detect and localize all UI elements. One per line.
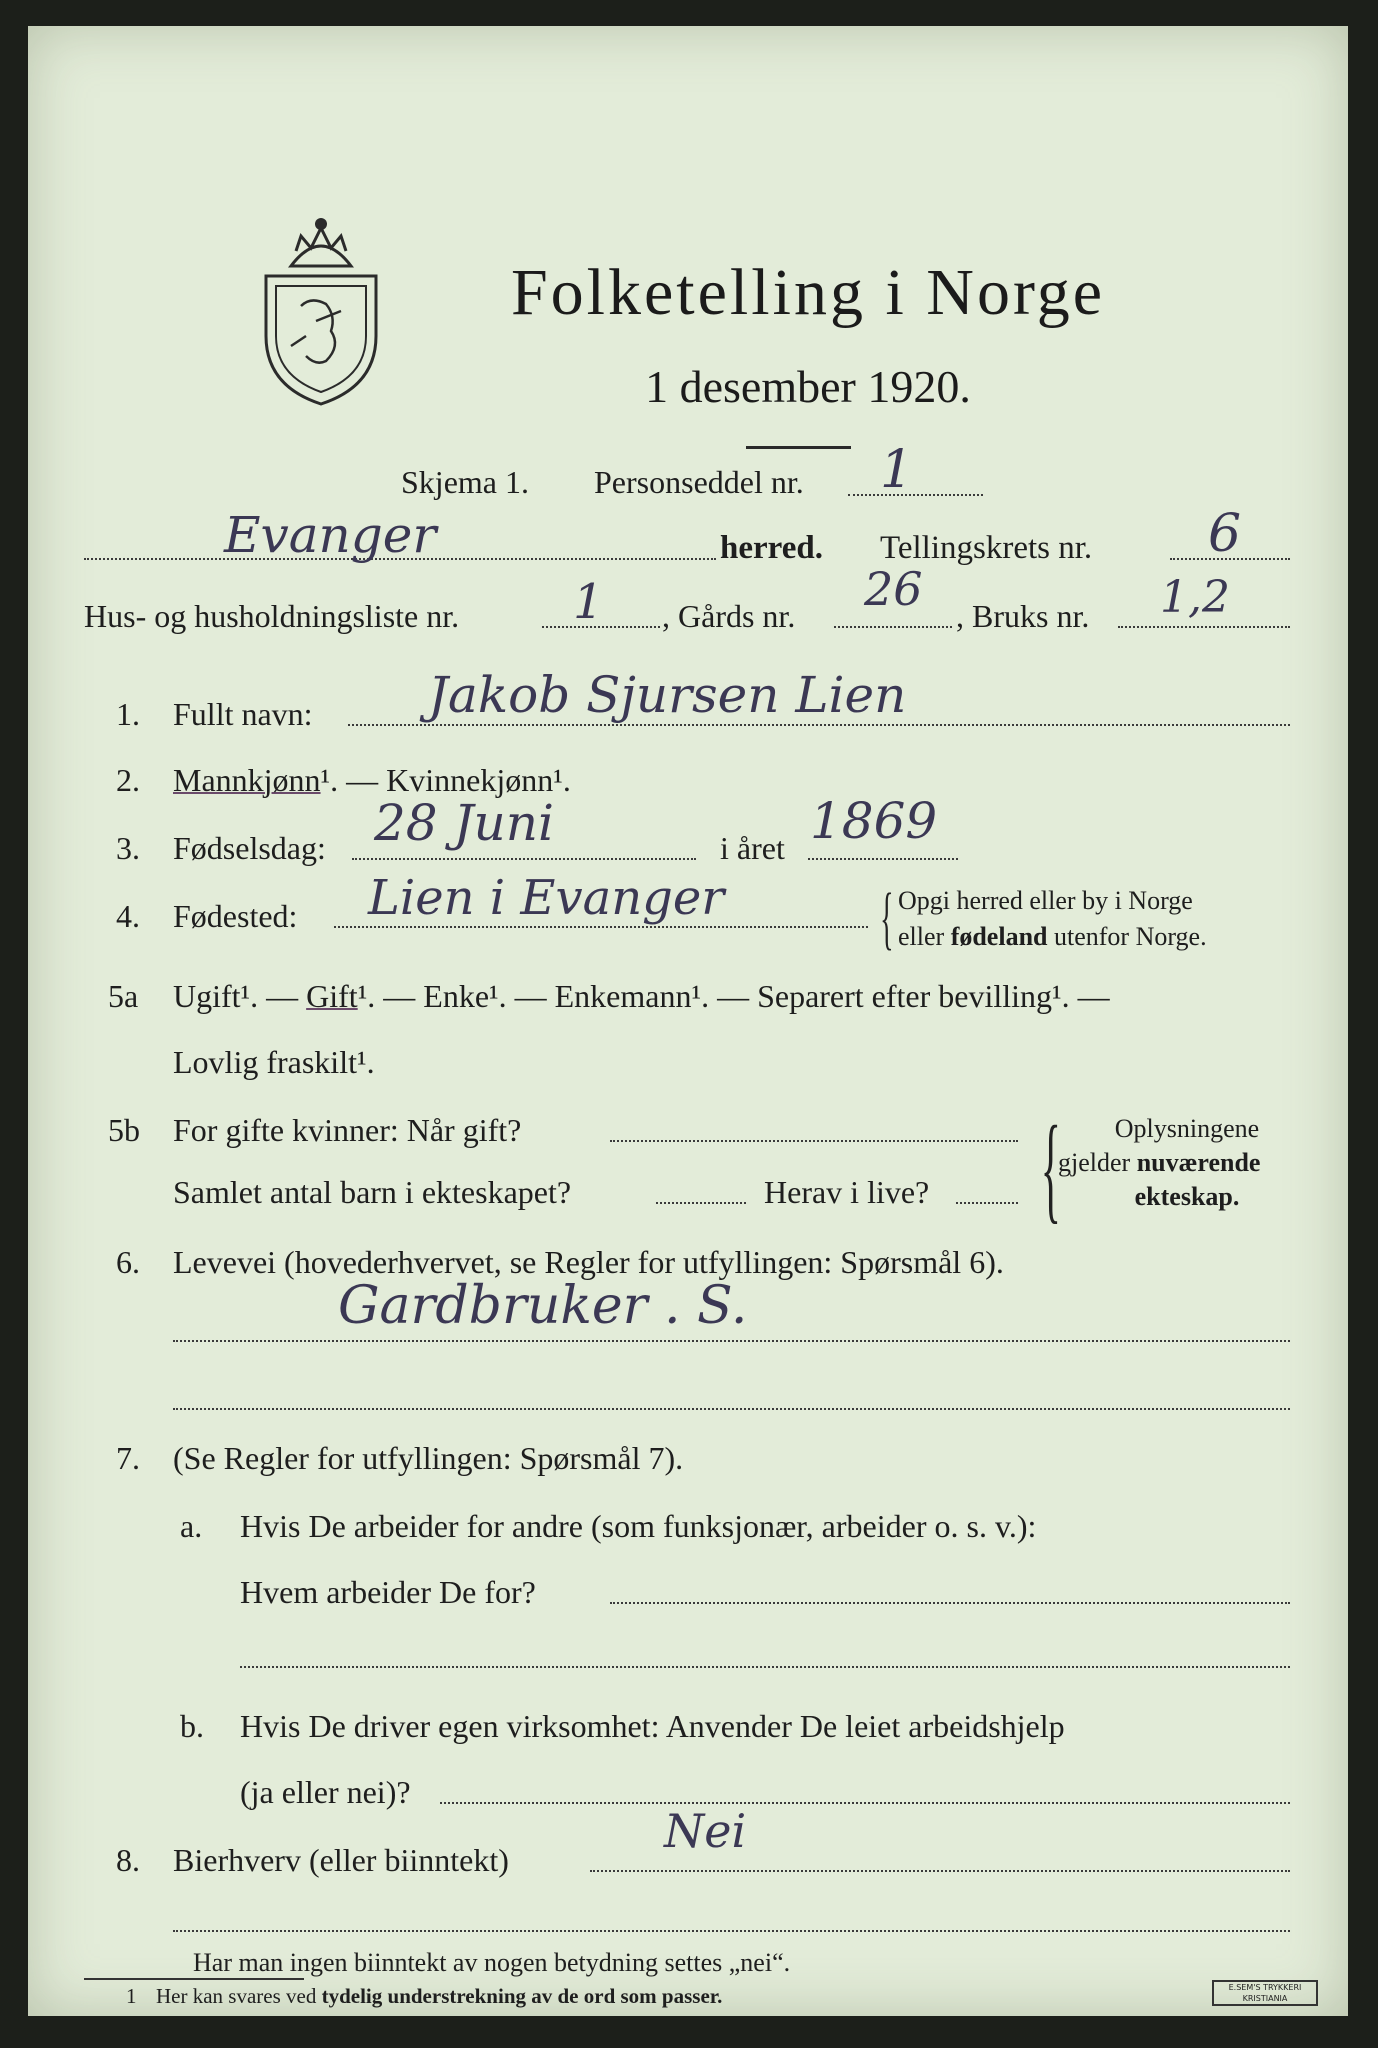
birthdate-value: 28 Juni xyxy=(374,794,554,852)
q4-label: Fødested: xyxy=(173,898,298,934)
birth-year-value: 1869 xyxy=(810,792,938,850)
q7a-line1: Hvis De arbeider for andre (som funksjonær, arbeider o. s. v.): xyxy=(240,1508,1037,1544)
side-income-field-2[interactable] xyxy=(173,1930,1290,1932)
form-date: 1 desember 1920. xyxy=(645,361,971,412)
q5a-options: Ugift¹. — Gift¹. — Enke¹. — Enkemann¹. — Separert efter bevilling¹. — xyxy=(173,978,1110,1014)
personseddel-value: 1 xyxy=(880,440,914,500)
year-label: i året xyxy=(720,830,785,866)
q6-number: 6. xyxy=(116,1244,140,1280)
female-option[interactable]: Kvinnekjønn xyxy=(386,762,554,798)
tellingskrets-label: Tellingskrets nr. xyxy=(880,530,1093,566)
q1-number: 1. xyxy=(116,696,140,732)
form-title: Folketelling i Norge xyxy=(510,256,1106,329)
q5b-note-line1: Oplysningene xyxy=(1114,1114,1260,1143)
skjema-label: Skjema 1. xyxy=(401,464,529,500)
q4-note-line1: Opgi herred eller by i Norge xyxy=(898,886,1193,915)
birthplace-field[interactable] xyxy=(334,926,868,928)
q6-label: Levevei (hovederhvervet, se Regler for utfyllingen: Spørsmål 6). xyxy=(173,1244,1004,1280)
coat-of-arms-icon xyxy=(246,206,396,406)
bruks-field[interactable] xyxy=(1118,626,1290,628)
q4-brace: { xyxy=(880,880,894,957)
q5b-brace: { xyxy=(1040,1101,1061,1234)
q5b-note-line3: ekteskap. xyxy=(1134,1182,1240,1211)
birthdate-field[interactable] xyxy=(352,858,696,860)
personseddel-label: Personseddel nr. xyxy=(594,464,804,500)
gards-value: 26 xyxy=(864,562,923,616)
employer-field-2[interactable] xyxy=(240,1666,1290,1668)
q7a-line2: Hvem arbeider De for? xyxy=(240,1574,536,1610)
q8-label: Bierhverv (eller biinntekt) xyxy=(173,1842,509,1878)
employer-field[interactable] xyxy=(610,1602,1290,1604)
q2-options: Mannkjønn¹. — Kvinnekjønn¹. xyxy=(173,762,571,798)
census-form xyxy=(28,26,1348,2016)
q4-number: 4. xyxy=(116,898,140,934)
hired-help-field[interactable] xyxy=(440,1802,1290,1804)
side-income-field[interactable] xyxy=(590,1870,1290,1872)
q2-number: 2. xyxy=(116,762,140,798)
q7a-letter: a. xyxy=(180,1508,203,1544)
children-alive-field[interactable] xyxy=(956,1202,1018,1204)
q5a-line2: Lovlig fraskilt¹. xyxy=(173,1044,375,1080)
q7b-line2: (ja eller nei)? xyxy=(240,1774,411,1810)
printer-stamp: E.SEM'S TRYKKERI KRISTIANIA xyxy=(1212,1980,1318,2006)
children-count-field[interactable] xyxy=(656,1202,746,1204)
q7-label: (Se Regler for utfyllingen: Spørsmål 7). xyxy=(173,1440,684,1476)
q1-label: Fullt navn: xyxy=(173,696,313,732)
male-option[interactable]: Mannkjønn xyxy=(173,762,321,798)
herred-label: herred. xyxy=(720,530,823,566)
herred-value: Evanger xyxy=(224,506,437,564)
q4-note-line2: eller fødeland utenfor Norge. xyxy=(898,922,1207,951)
side-income-value: Nei xyxy=(664,1804,747,1858)
q7b-letter: b. xyxy=(180,1708,204,1744)
q5b-number: 5b xyxy=(108,1112,140,1148)
full-name-field[interactable] xyxy=(348,724,1290,726)
footer-note: Har man ingen biinntekt av nogen betydning settes „nei“. xyxy=(193,1948,791,1977)
q3-label: Fødselsdag: xyxy=(173,830,326,866)
footnote-mark: 1 xyxy=(126,1984,137,2008)
bruks-label: , Bruks nr. xyxy=(956,598,1090,634)
tellingskrets-value: 6 xyxy=(1208,504,1242,564)
married-when-field[interactable] xyxy=(610,1140,1018,1142)
q5b-note-line2: gjelder nuværende xyxy=(1058,1148,1261,1177)
husliste-value: 1 xyxy=(573,574,604,630)
footnote-text: Her kan svares ved tydelig understrekning av de ord som passer. xyxy=(156,1984,723,2008)
husliste-label: Hus- og husholdningsliste nr. xyxy=(84,598,460,634)
occupation-field-2[interactable] xyxy=(173,1408,1290,1410)
q7b-line1: Hvis De driver egen virksomhet: Anvender De leiet arbeidshjelp xyxy=(240,1708,1065,1744)
q5a-number: 5a xyxy=(108,978,139,1014)
q5b-line1: For gifte kvinner: Når gift? xyxy=(173,1112,522,1148)
gards-field[interactable] xyxy=(834,626,952,628)
bruks-value: 1,2 xyxy=(1160,572,1230,623)
title-divider xyxy=(746,446,851,449)
birthplace-value: Lien i Evanger xyxy=(368,870,725,926)
full-name-value: Jakob Sjursen Lien xyxy=(428,666,907,724)
gards-label: , Gårds nr. xyxy=(662,598,796,634)
q3-number: 3. xyxy=(116,830,140,866)
married-option[interactable]: Gift xyxy=(306,978,358,1014)
occupation-field[interactable] xyxy=(173,1340,1290,1342)
q8-number: 8. xyxy=(116,1842,140,1878)
occupation-value: Gardbruker . S. xyxy=(338,1276,748,1336)
birth-year-field[interactable] xyxy=(808,858,958,860)
personseddel-field[interactable] xyxy=(848,494,983,496)
q5b-line2b: Herav i live? xyxy=(764,1174,930,1210)
footnote-rule xyxy=(84,1978,304,1980)
q5b-line2a: Samlet antal barn i ekteskapet? xyxy=(173,1174,572,1210)
q7-number: 7. xyxy=(116,1440,140,1476)
